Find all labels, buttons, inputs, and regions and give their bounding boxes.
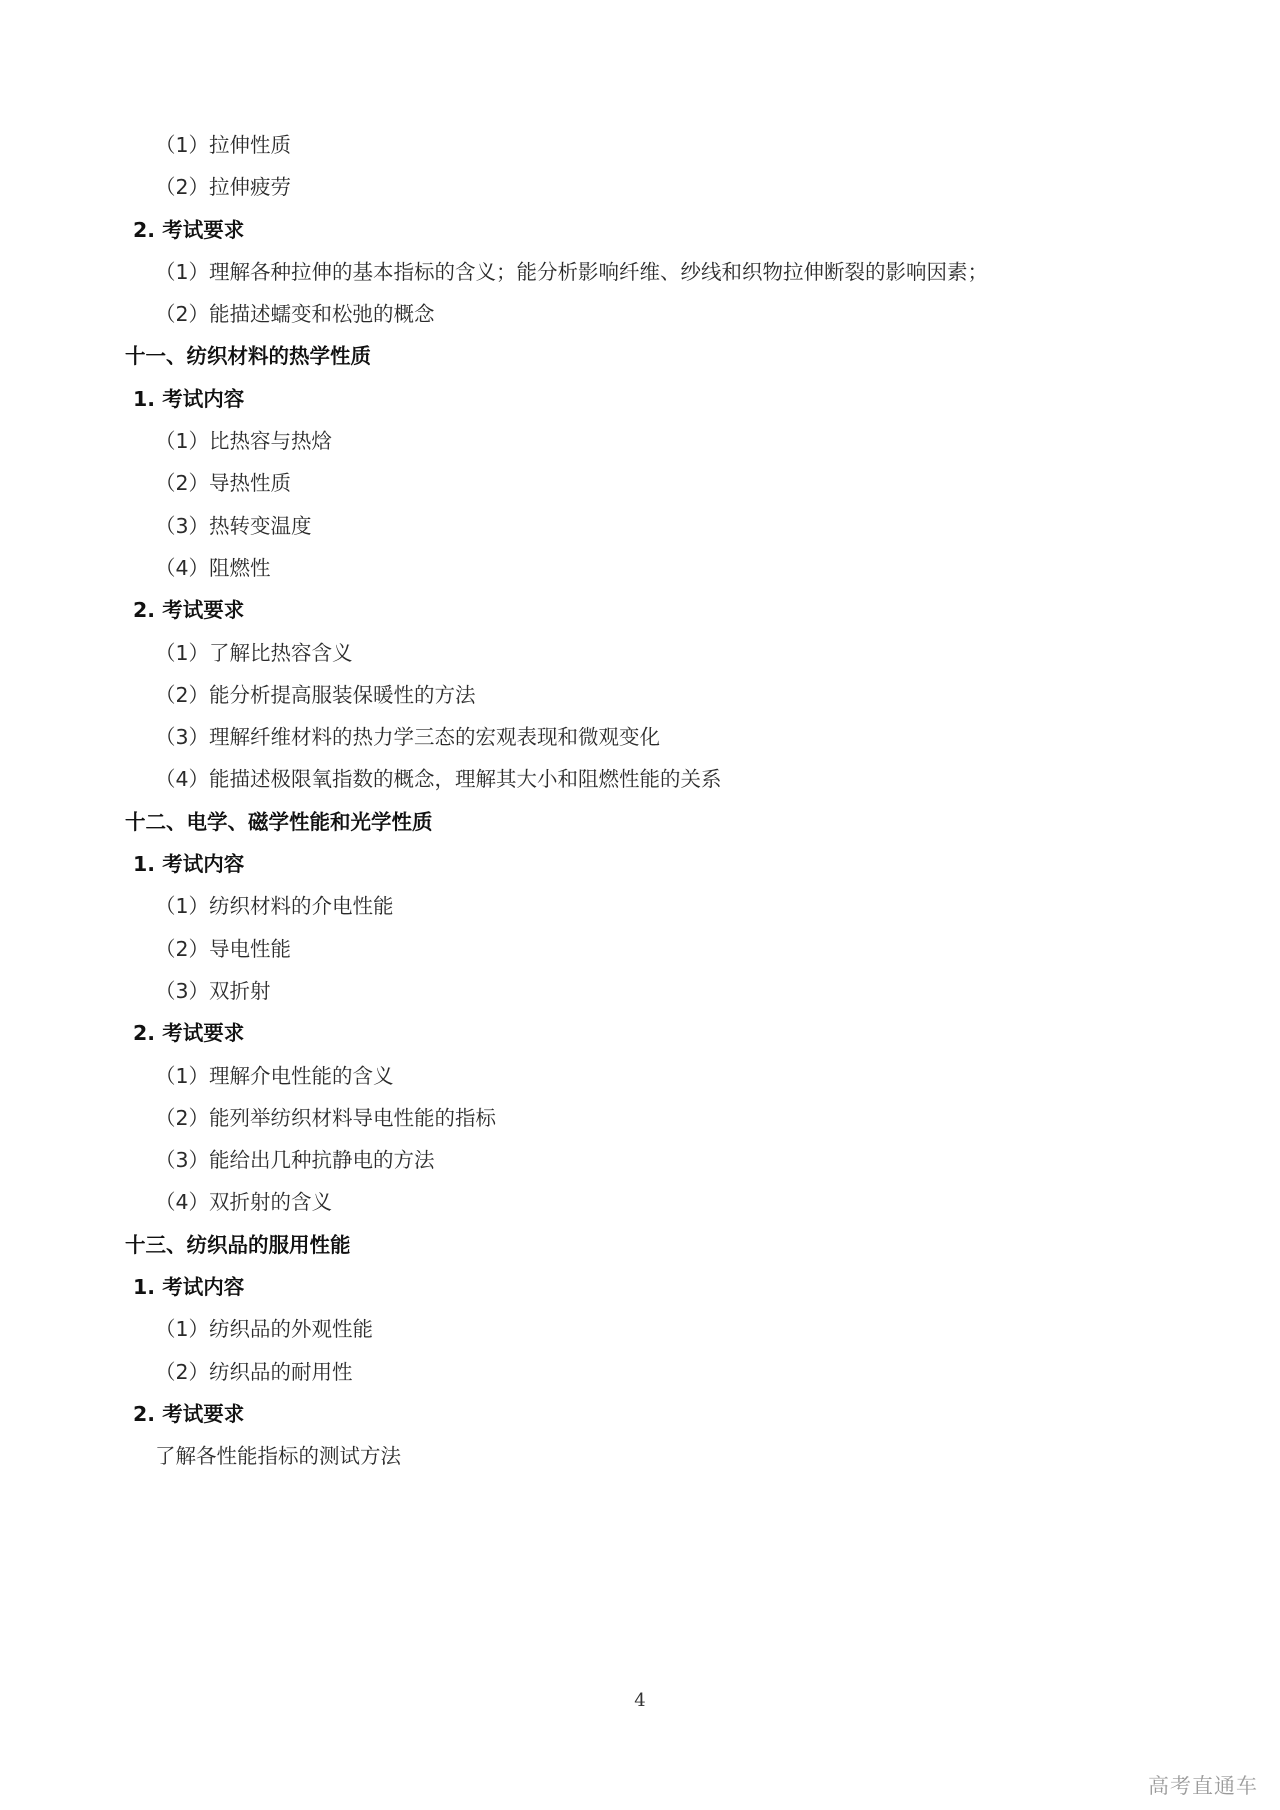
list-item: （2）能分析提高服装保暖性的方法 [155,682,476,707]
document-body [125,124,1205,1478]
subsection-heading: 1. 考试内容 [133,1275,245,1300]
list-item: （1）理解介电性能的含义 [155,1063,394,1088]
list-item: （3）热转变温度 [155,513,312,538]
subsection-heading: 1. 考试内容 [133,852,245,877]
subsection-heading: 2. 考试要求 [133,1401,245,1426]
section-heading: 十三、纺织品的服用性能 [125,1232,351,1257]
list-item: （2）导热性质 [155,471,292,496]
list-item: （1）纺织品的外观性能 [155,1317,374,1342]
list-item: （1）理解各种拉伸的基本指标的含义；能分析影响纤维、纱线和织物拉伸断裂的影响因素； [155,259,989,284]
list-item: （1）了解比热容含义 [155,640,353,665]
subsection-heading: 2. 考试要求 [133,217,245,242]
subsection-heading: 2. 考试要求 [133,598,245,623]
watermark-text: 高考直通车 [1148,1774,1258,1798]
list-item: （2）纺织品的耐用性 [155,1359,353,1384]
section-heading: 十一、纺织材料的热学性质 [125,344,371,369]
list-item: （4）双折射的含义 [155,1190,333,1215]
list-item: （3）双折射 [155,978,271,1003]
list-item: （1）比热容与热焓 [155,429,333,454]
list-item: （2）拉伸疲劳 [155,175,292,200]
page-number: 4 [634,1690,646,1711]
list-item: （2）导电性能 [155,936,292,961]
list-item: （1）拉伸性质 [155,133,292,157]
list-item: （2）能列举纺织材料导电性能的指标 [155,1105,497,1130]
list-item: （2）能描述蠕变和松弛的概念 [155,302,435,327]
paragraph-text: 了解各性能指标的测试方法 [155,1444,401,1469]
subsection-heading: 1. 考试内容 [133,386,245,411]
list-item: （4）阻燃性 [155,555,271,580]
list-item: （1）纺织材料的介电性能 [155,894,394,919]
section-heading: 十二、电学、磁学性能和光学性质 [125,809,433,834]
list-item: （3）理解纤维材料的热力学三态的宏观表现和微观变化 [155,725,661,750]
list-item: （3）能给出几种抗静电的方法 [155,1148,435,1173]
list-item: （4）能描述极限氧指数的概念，理解其大小和阻燃性能的关系 [155,767,722,792]
subsection-heading: 2. 考试要求 [133,1021,245,1046]
